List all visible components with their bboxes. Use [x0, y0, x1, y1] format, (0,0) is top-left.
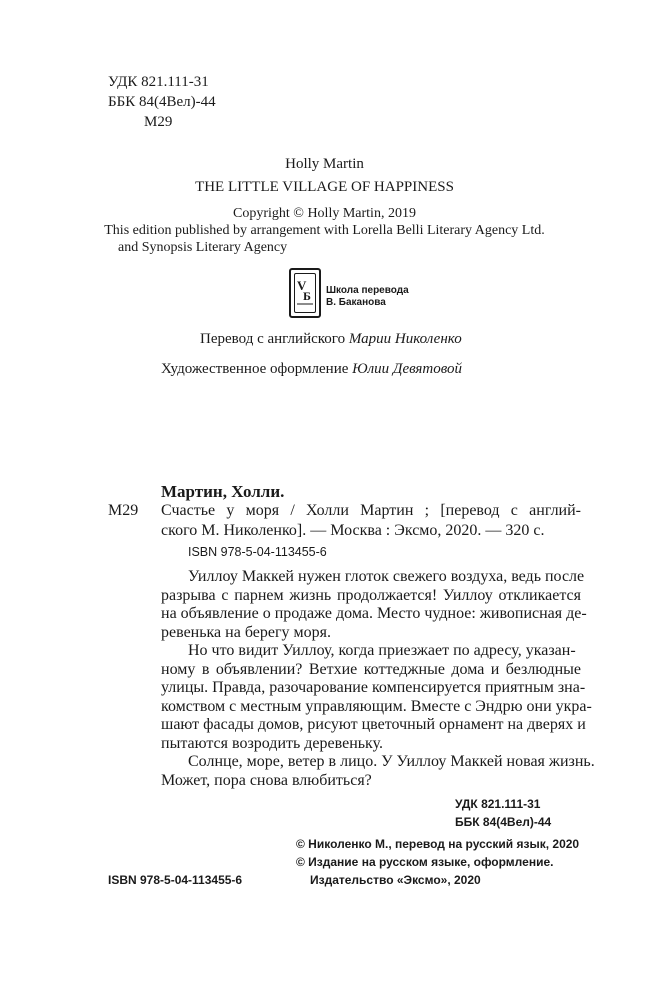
- annotation-line: пытаются возродить деревеньку.: [161, 735, 383, 752]
- catalog-entry-line: Счастье у моря / Холли Мартин ; [перевод с англий-: [161, 502, 581, 519]
- udk-code: УДК 821.111-31: [108, 74, 209, 90]
- annotation-line: на объявление о продаже дома. Место чудное: живописная де-: [161, 605, 587, 622]
- svg-text:Б: Б: [303, 289, 311, 303]
- author-mark: М29: [144, 114, 173, 130]
- logo-caption-line: Школа перевода: [326, 285, 409, 296]
- translation-prefix: Перевод с английского: [200, 331, 349, 347]
- annotation-udk: УДК 821.111-31: [455, 797, 541, 811]
- original-title: THE LITTLE VILLAGE OF HAPPINESS: [195, 179, 454, 195]
- copyright-line: Copyright © Holly Martin, 2019: [233, 206, 416, 221]
- catalog-mark: М29: [108, 502, 139, 519]
- catalog-heading: Мартин, Холли.: [161, 482, 285, 501]
- annotation-line: Уиллоу Маккей нужен глоток свежего воздуха, ведь после: [188, 568, 585, 585]
- footer-copyright-line: Издательство «Эксмо», 2020: [310, 873, 481, 887]
- design-prefix: Художественное оформление: [161, 361, 353, 377]
- design-credit: [161, 361, 462, 378]
- copyright-line: This edition published by arrangement with Lorella Belli Literary Agency Ltd.: [104, 223, 545, 238]
- footer-copyright-line: © Издание на русском языке, оформление.: [296, 855, 554, 869]
- designer-name: Юлии Девятовой: [352, 361, 463, 377]
- annotation-line: улицы. Правда, разочарование компенсируется приятным зна-: [161, 679, 586, 696]
- annotation-line: разрыва с парнем жизнь продолжается! Уиллоу откликается: [161, 587, 581, 604]
- annotation-line: Может, пора снова влюбиться?: [161, 772, 372, 789]
- translation-credit: [200, 331, 462, 348]
- translator-name: Марии Николенко: [348, 331, 462, 347]
- bbk-code: ББК 84(4Вел)-44: [108, 94, 216, 110]
- annotation-line: ревенька на берегу моря.: [161, 624, 331, 641]
- annotation-line: шают фасады домов, рисуют цветочный орнамент на дверях и: [161, 716, 586, 733]
- annotation-line: Солнце, море, ветер в лицо. У Уиллоу Маккей новая жизнь.: [188, 753, 595, 770]
- logo-caption: [326, 285, 409, 309]
- annotation-line: комством с местным управляющим. Вместе с Эндрю они укра-: [161, 698, 592, 715]
- catalog-isbn: ISBN 978-5-04-113455-6: [188, 545, 327, 559]
- copyright-line: and Synopsis Literary Agency: [118, 240, 288, 255]
- annotation-line: Но что видит Уиллоу, когда приезжает по адресу, указан-: [188, 642, 576, 659]
- annotation-bbk: ББК 84(4Вел)-44: [455, 815, 552, 829]
- logo-caption-line: В. Баканова: [326, 297, 386, 308]
- logo-monogram-icon: [291, 270, 319, 316]
- catalog-entry-line: ского М. Николенко]. — Москва : Эксмо, 2020. — 320 с.: [161, 522, 545, 539]
- annotation-line: ному в объявлении? Ветхие коттеджные дома и безлюдные: [161, 661, 581, 678]
- footer-isbn: ISBN 978-5-04-113455-6: [108, 873, 243, 887]
- original-author: Holly Martin: [285, 156, 364, 172]
- footer-copyright-line: © Николенко М., перевод на русский язык, 2020: [296, 837, 580, 851]
- logo-frame-icon: [289, 268, 321, 318]
- svg-text:V: V: [297, 278, 307, 293]
